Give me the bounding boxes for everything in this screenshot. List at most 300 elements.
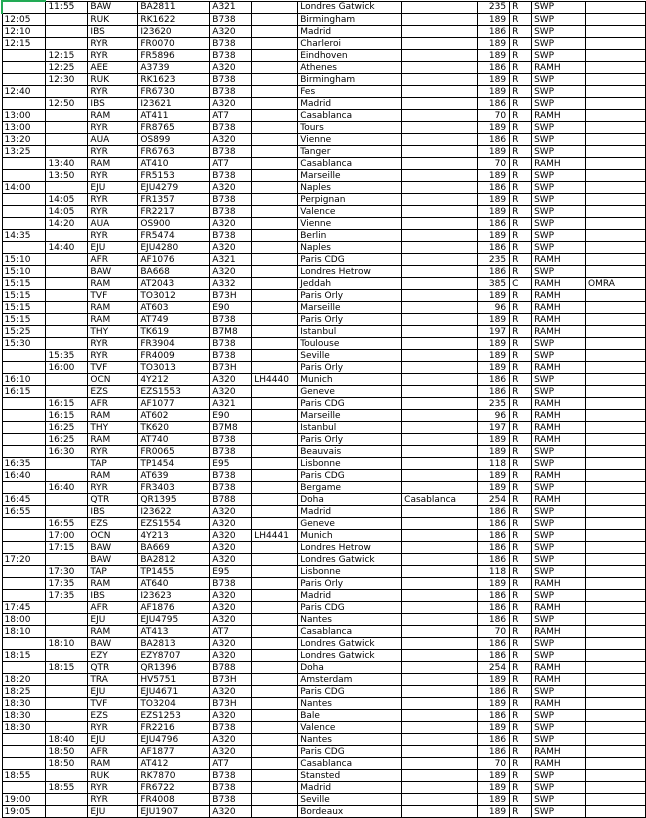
flight-number-cell[interactable]: 4Y213 <box>138 530 210 542</box>
aircraft-type-cell[interactable]: E95 <box>210 566 252 578</box>
departure-time-cell[interactable] <box>46 794 88 806</box>
airline-code-cell[interactable]: EJU <box>88 242 138 254</box>
status-cell[interactable]: R <box>510 470 532 482</box>
departure-time-cell[interactable] <box>46 386 88 398</box>
status-cell[interactable]: R <box>510 206 532 218</box>
codeshare-cell[interactable]: LH4441 <box>252 530 298 542</box>
destination-cell[interactable]: Bordeaux <box>298 806 402 818</box>
aircraft-type-cell[interactable]: B738 <box>210 194 252 206</box>
aircraft-type-cell[interactable]: B738 <box>210 14 252 26</box>
arrival-time-cell[interactable]: 12:10 <box>2 26 46 38</box>
arrival-time-cell[interactable]: 12:15 <box>2 38 46 50</box>
status-cell[interactable]: R <box>510 578 532 590</box>
destination-cell[interactable]: Casablanca <box>298 110 402 122</box>
airline-code-cell[interactable]: BAW <box>88 554 138 566</box>
airline-code-cell[interactable]: RYR <box>88 446 138 458</box>
handler-cell[interactable]: SWP <box>532 446 586 458</box>
codeshare-cell[interactable] <box>252 482 298 494</box>
codeshare-cell[interactable] <box>252 614 298 626</box>
airline-code-cell[interactable]: IBS <box>88 590 138 602</box>
departure-time-cell[interactable] <box>46 290 88 302</box>
airline-code-cell[interactable]: TAP <box>88 566 138 578</box>
codeshare-cell[interactable] <box>252 806 298 818</box>
destination-cell[interactable]: Londres Gatwick <box>298 554 402 566</box>
airline-code-cell[interactable]: AUA <box>88 218 138 230</box>
via-cell[interactable] <box>402 794 478 806</box>
status-cell[interactable]: R <box>510 722 532 734</box>
handler-cell[interactable]: RAMH <box>532 278 586 290</box>
via-cell[interactable] <box>402 686 478 698</box>
airline-code-cell[interactable]: RYR <box>88 38 138 50</box>
airline-code-cell[interactable]: RYR <box>88 350 138 362</box>
flight-number-cell[interactable]: BA2813 <box>138 638 210 650</box>
seats-cell[interactable]: 189 <box>478 722 510 734</box>
seats-cell[interactable]: 96 <box>478 410 510 422</box>
aircraft-type-cell[interactable]: A320 <box>210 518 252 530</box>
remark-cell[interactable] <box>586 590 646 602</box>
destination-cell[interactable]: Birmingham <box>298 74 402 86</box>
destination-cell[interactable]: Madrid <box>298 26 402 38</box>
seats-cell[interactable]: 186 <box>478 506 510 518</box>
codeshare-cell[interactable] <box>252 266 298 278</box>
airline-code-cell[interactable]: AEE <box>88 62 138 74</box>
seats-cell[interactable]: 189 <box>478 14 510 26</box>
remark-cell[interactable] <box>586 254 646 266</box>
via-cell[interactable] <box>402 146 478 158</box>
handler-cell[interactable]: SWP <box>532 14 586 26</box>
destination-cell[interactable]: Birmingham <box>298 14 402 26</box>
codeshare-cell[interactable] <box>252 110 298 122</box>
airline-code-cell[interactable]: RYR <box>88 122 138 134</box>
via-cell[interactable] <box>402 770 478 782</box>
arrival-time-cell[interactable]: 13:25 <box>2 146 46 158</box>
aircraft-type-cell[interactable]: B738 <box>210 146 252 158</box>
flight-number-cell[interactable]: EZS1253 <box>138 710 210 722</box>
departure-time-cell[interactable]: 17:35 <box>46 578 88 590</box>
status-cell[interactable]: R <box>510 710 532 722</box>
status-cell[interactable]: R <box>510 242 532 254</box>
destination-cell[interactable]: Paris Orly <box>298 362 402 374</box>
seats-cell[interactable]: 189 <box>478 446 510 458</box>
airline-code-cell[interactable]: EJU <box>88 734 138 746</box>
status-cell[interactable]: R <box>510 806 532 818</box>
arrival-time-cell[interactable]: 12:05 <box>2 14 46 26</box>
aircraft-type-cell[interactable]: B738 <box>210 74 252 86</box>
arrival-time-cell[interactable] <box>2 218 46 230</box>
codeshare-cell[interactable] <box>252 434 298 446</box>
destination-cell[interactable]: Paris CDG <box>298 746 402 758</box>
handler-cell[interactable]: RAMH <box>532 626 586 638</box>
arrival-time-cell[interactable] <box>2 62 46 74</box>
remark-cell[interactable]: OMRA <box>586 278 646 290</box>
codeshare-cell[interactable] <box>252 626 298 638</box>
destination-cell[interactable]: Seville <box>298 350 402 362</box>
seats-cell[interactable]: 186 <box>478 386 510 398</box>
seats-cell[interactable]: 186 <box>478 266 510 278</box>
status-cell[interactable]: R <box>510 290 532 302</box>
handler-cell[interactable]: SWP <box>532 458 586 470</box>
remark-cell[interactable] <box>586 146 646 158</box>
departure-time-cell[interactable] <box>46 506 88 518</box>
via-cell[interactable] <box>402 710 478 722</box>
codeshare-cell[interactable] <box>252 458 298 470</box>
arrival-time-cell[interactable]: 18:30 <box>2 722 46 734</box>
status-cell[interactable]: R <box>510 1 532 14</box>
via-cell[interactable] <box>402 14 478 26</box>
remark-cell[interactable] <box>586 170 646 182</box>
remark-cell[interactable] <box>586 362 646 374</box>
destination-cell[interactable]: Istanbul <box>298 326 402 338</box>
arrival-time-cell[interactable]: 15:10 <box>2 266 46 278</box>
status-cell[interactable]: R <box>510 494 532 506</box>
airline-code-cell[interactable]: QTR <box>88 494 138 506</box>
remark-cell[interactable] <box>586 314 646 326</box>
airline-code-cell[interactable]: RYR <box>88 50 138 62</box>
handler-cell[interactable]: SWP <box>532 218 586 230</box>
seats-cell[interactable]: 189 <box>478 782 510 794</box>
aircraft-type-cell[interactable]: A320 <box>210 806 252 818</box>
airline-code-cell[interactable]: RYR <box>88 146 138 158</box>
destination-cell[interactable]: Valence <box>298 206 402 218</box>
seats-cell[interactable]: 189 <box>478 350 510 362</box>
codeshare-cell[interactable] <box>252 278 298 290</box>
codeshare-cell[interactable] <box>252 734 298 746</box>
destination-cell[interactable]: Amsterdam <box>298 674 402 686</box>
aircraft-type-cell[interactable]: B738 <box>210 86 252 98</box>
via-cell[interactable] <box>402 350 478 362</box>
seats-cell[interactable]: 189 <box>478 290 510 302</box>
remark-cell[interactable] <box>586 782 646 794</box>
status-cell[interactable]: R <box>510 230 532 242</box>
departure-time-cell[interactable] <box>46 770 88 782</box>
status-cell[interactable]: R <box>510 782 532 794</box>
airline-code-cell[interactable]: IBS <box>88 26 138 38</box>
handler-cell[interactable]: SWP <box>532 542 586 554</box>
departure-time-cell[interactable] <box>46 26 88 38</box>
codeshare-cell[interactable] <box>252 230 298 242</box>
aircraft-type-cell[interactable]: B738 <box>210 122 252 134</box>
airline-code-cell[interactable]: AUA <box>88 134 138 146</box>
airline-code-cell[interactable]: BAW <box>88 266 138 278</box>
arrival-time-cell[interactable]: 18:15 <box>2 650 46 662</box>
aircraft-type-cell[interactable]: B73H <box>210 674 252 686</box>
via-cell[interactable] <box>402 134 478 146</box>
flight-number-cell[interactable]: TP1454 <box>138 458 210 470</box>
seats-cell[interactable]: 186 <box>478 602 510 614</box>
destination-cell[interactable]: Paris CDG <box>298 470 402 482</box>
flight-number-cell[interactable]: AF1077 <box>138 398 210 410</box>
arrival-time-cell[interactable] <box>2 578 46 590</box>
departure-time-cell[interactable]: 12:15 <box>46 50 88 62</box>
via-cell[interactable] <box>402 602 478 614</box>
codeshare-cell[interactable] <box>252 770 298 782</box>
arrival-time-cell[interactable]: 15:30 <box>2 338 46 350</box>
handler-cell[interactable]: SWP <box>532 614 586 626</box>
remark-cell[interactable] <box>586 794 646 806</box>
destination-cell[interactable]: Munich <box>298 530 402 542</box>
codeshare-cell[interactable] <box>252 782 298 794</box>
aircraft-type-cell[interactable]: AT7 <box>210 758 252 770</box>
destination-cell[interactable]: Berlin <box>298 230 402 242</box>
via-cell[interactable] <box>402 746 478 758</box>
status-cell[interactable]: R <box>510 446 532 458</box>
departure-time-cell[interactable] <box>46 146 88 158</box>
codeshare-cell[interactable] <box>252 662 298 674</box>
seats-cell[interactable]: 189 <box>478 770 510 782</box>
status-cell[interactable]: R <box>510 386 532 398</box>
destination-cell[interactable]: Londres Hetrow <box>298 542 402 554</box>
codeshare-cell[interactable] <box>252 218 298 230</box>
via-cell[interactable] <box>402 542 478 554</box>
airline-code-cell[interactable]: THY <box>88 422 138 434</box>
status-cell[interactable]: R <box>510 74 532 86</box>
handler-cell[interactable]: SWP <box>532 86 586 98</box>
seats-cell[interactable]: 186 <box>478 650 510 662</box>
airline-code-cell[interactable]: AFR <box>88 398 138 410</box>
departure-time-cell[interactable]: 17:30 <box>46 566 88 578</box>
codeshare-cell[interactable] <box>252 146 298 158</box>
destination-cell[interactable]: Madrid <box>298 506 402 518</box>
destination-cell[interactable]: Perpignan <box>298 194 402 206</box>
status-cell[interactable]: R <box>510 146 532 158</box>
via-cell[interactable] <box>402 74 478 86</box>
remark-cell[interactable] <box>586 554 646 566</box>
flight-number-cell[interactable]: TK620 <box>138 422 210 434</box>
arrival-time-cell[interactable]: 19:05 <box>2 806 46 818</box>
departure-time-cell[interactable] <box>46 38 88 50</box>
remark-cell[interactable] <box>586 38 646 50</box>
destination-cell[interactable]: Londres Gatwick <box>298 638 402 650</box>
aircraft-type-cell[interactable]: B738 <box>210 782 252 794</box>
via-cell[interactable] <box>402 470 478 482</box>
status-cell[interactable]: R <box>510 614 532 626</box>
airline-code-cell[interactable]: OCN <box>88 374 138 386</box>
remark-cell[interactable] <box>586 230 646 242</box>
flight-number-cell[interactable]: FR2216 <box>138 722 210 734</box>
aircraft-type-cell[interactable]: A320 <box>210 542 252 554</box>
seats-cell[interactable]: 186 <box>478 374 510 386</box>
via-cell[interactable] <box>402 782 478 794</box>
arrival-time-cell[interactable] <box>2 158 46 170</box>
via-cell[interactable] <box>402 458 478 470</box>
aircraft-type-cell[interactable]: A320 <box>210 590 252 602</box>
codeshare-cell[interactable] <box>252 602 298 614</box>
handler-cell[interactable]: RAMH <box>532 602 586 614</box>
arrival-time-cell[interactable] <box>2 170 46 182</box>
arrival-time-cell[interactable] <box>2 662 46 674</box>
seats-cell[interactable]: 197 <box>478 422 510 434</box>
airline-code-cell[interactable]: RUK <box>88 74 138 86</box>
codeshare-cell[interactable] <box>252 386 298 398</box>
remark-cell[interactable] <box>586 482 646 494</box>
destination-cell[interactable]: Valence <box>298 722 402 734</box>
destination-cell[interactable]: Naples <box>298 242 402 254</box>
departure-time-cell[interactable] <box>46 626 88 638</box>
flight-number-cell[interactable]: TO3012 <box>138 290 210 302</box>
codeshare-cell[interactable] <box>252 518 298 530</box>
status-cell[interactable]: R <box>510 410 532 422</box>
destination-cell[interactable]: Geneve <box>298 518 402 530</box>
aircraft-type-cell[interactable]: A320 <box>210 638 252 650</box>
via-cell[interactable] <box>402 266 478 278</box>
departure-time-cell[interactable] <box>46 494 88 506</box>
destination-cell[interactable]: Londres Gatwick <box>298 1 402 14</box>
status-cell[interactable]: R <box>510 50 532 62</box>
handler-cell[interactable]: RAMH <box>532 494 586 506</box>
destination-cell[interactable]: Lisbonne <box>298 566 402 578</box>
aircraft-type-cell[interactable]: A320 <box>210 242 252 254</box>
seats-cell[interactable]: 186 <box>478 734 510 746</box>
codeshare-cell[interactable] <box>252 326 298 338</box>
flight-number-cell[interactable]: I23620 <box>138 26 210 38</box>
flight-number-cell[interactable]: RK7870 <box>138 770 210 782</box>
via-cell[interactable]: Casablanca <box>402 494 478 506</box>
seats-cell[interactable]: 186 <box>478 530 510 542</box>
airline-code-cell[interactable]: THY <box>88 326 138 338</box>
arrival-time-cell[interactable] <box>2 590 46 602</box>
seats-cell[interactable]: 189 <box>478 698 510 710</box>
arrival-time-cell[interactable]: 18:30 <box>2 710 46 722</box>
airline-code-cell[interactable]: RYR <box>88 86 138 98</box>
airline-code-cell[interactable]: TRA <box>88 674 138 686</box>
flight-number-cell[interactable]: OS899 <box>138 134 210 146</box>
handler-cell[interactable]: SWP <box>532 74 586 86</box>
aircraft-type-cell[interactable]: E90 <box>210 302 252 314</box>
destination-cell[interactable]: Geneve <box>298 386 402 398</box>
seats-cell[interactable]: 70 <box>478 758 510 770</box>
airline-code-cell[interactable]: RYR <box>88 170 138 182</box>
status-cell[interactable]: R <box>510 518 532 530</box>
seats-cell[interactable]: 189 <box>478 146 510 158</box>
seats-cell[interactable]: 189 <box>478 50 510 62</box>
aircraft-type-cell[interactable]: B738 <box>210 50 252 62</box>
arrival-time-cell[interactable] <box>2 350 46 362</box>
via-cell[interactable] <box>402 110 478 122</box>
aircraft-type-cell[interactable]: B73H <box>210 698 252 710</box>
codeshare-cell[interactable] <box>252 422 298 434</box>
remark-cell[interactable] <box>586 1 646 14</box>
via-cell[interactable] <box>402 590 478 602</box>
airline-code-cell[interactable]: RYR <box>88 794 138 806</box>
status-cell[interactable]: C <box>510 278 532 290</box>
handler-cell[interactable]: RAMH <box>532 290 586 302</box>
destination-cell[interactable]: Madrid <box>298 590 402 602</box>
via-cell[interactable] <box>402 158 478 170</box>
departure-time-cell[interactable]: 16:15 <box>46 410 88 422</box>
via-cell[interactable] <box>402 338 478 350</box>
status-cell[interactable]: R <box>510 566 532 578</box>
codeshare-cell[interactable] <box>252 1 298 14</box>
seats-cell[interactable]: 189 <box>478 470 510 482</box>
remark-cell[interactable] <box>586 398 646 410</box>
destination-cell[interactable]: Paris CDG <box>298 254 402 266</box>
via-cell[interactable] <box>402 86 478 98</box>
handler-cell[interactable]: SWP <box>532 518 586 530</box>
via-cell[interactable] <box>402 26 478 38</box>
airline-code-cell[interactable]: AFR <box>88 746 138 758</box>
flight-number-cell[interactable]: BA2811 <box>138 1 210 14</box>
remark-cell[interactable] <box>586 614 646 626</box>
handler-cell[interactable]: SWP <box>532 350 586 362</box>
status-cell[interactable]: R <box>510 686 532 698</box>
departure-time-cell[interactable] <box>46 182 88 194</box>
remark-cell[interactable] <box>586 326 646 338</box>
via-cell[interactable] <box>402 38 478 50</box>
aircraft-type-cell[interactable]: B738 <box>210 314 252 326</box>
aircraft-type-cell[interactable]: A320 <box>210 650 252 662</box>
departure-time-cell[interactable] <box>46 338 88 350</box>
seats-cell[interactable]: 189 <box>478 806 510 818</box>
destination-cell[interactable]: Paris CDG <box>298 602 402 614</box>
seats-cell[interactable]: 189 <box>478 362 510 374</box>
via-cell[interactable] <box>402 386 478 398</box>
airline-code-cell[interactable]: OCN <box>88 530 138 542</box>
departure-time-cell[interactable] <box>46 134 88 146</box>
via-cell[interactable] <box>402 446 478 458</box>
via-cell[interactable] <box>402 530 478 542</box>
flight-number-cell[interactable]: FR6722 <box>138 782 210 794</box>
arrival-time-cell[interactable]: 16:45 <box>2 494 46 506</box>
status-cell[interactable]: R <box>510 122 532 134</box>
destination-cell[interactable]: Fes <box>298 86 402 98</box>
destination-cell[interactable]: Paris Orly <box>298 290 402 302</box>
aircraft-type-cell[interactable]: B73H <box>210 362 252 374</box>
seats-cell[interactable]: 118 <box>478 566 510 578</box>
via-cell[interactable] <box>402 518 478 530</box>
handler-cell[interactable]: SWP <box>532 26 586 38</box>
flight-number-cell[interactable]: FR0070 <box>138 38 210 50</box>
seats-cell[interactable]: 96 <box>478 302 510 314</box>
seats-cell[interactable]: 189 <box>478 674 510 686</box>
via-cell[interactable] <box>402 506 478 518</box>
handler-cell[interactable]: SWP <box>532 230 586 242</box>
airline-code-cell[interactable]: RYR <box>88 782 138 794</box>
via-cell[interactable] <box>402 578 478 590</box>
via-cell[interactable] <box>402 62 478 74</box>
departure-time-cell[interactable]: 17:15 <box>46 542 88 554</box>
codeshare-cell[interactable] <box>252 86 298 98</box>
flight-number-cell[interactable]: EJU4280 <box>138 242 210 254</box>
arrival-time-cell[interactable] <box>2 98 46 110</box>
airline-code-cell[interactable]: BAW <box>88 542 138 554</box>
seats-cell[interactable]: 186 <box>478 134 510 146</box>
aircraft-type-cell[interactable]: E90 <box>210 410 252 422</box>
departure-time-cell[interactable]: 16:40 <box>46 482 88 494</box>
departure-time-cell[interactable]: 12:25 <box>46 62 88 74</box>
destination-cell[interactable]: Toulouse <box>298 338 402 350</box>
departure-time-cell[interactable] <box>46 326 88 338</box>
handler-cell[interactable]: SWP <box>532 146 586 158</box>
codeshare-cell[interactable] <box>252 314 298 326</box>
status-cell[interactable]: R <box>510 26 532 38</box>
aircraft-type-cell[interactable]: A320 <box>210 686 252 698</box>
codeshare-cell[interactable] <box>252 746 298 758</box>
departure-time-cell[interactable]: 16:25 <box>46 434 88 446</box>
status-cell[interactable]: R <box>510 254 532 266</box>
destination-cell[interactable]: Paris Orly <box>298 578 402 590</box>
destination-cell[interactable]: Tanger <box>298 146 402 158</box>
status-cell[interactable]: R <box>510 794 532 806</box>
via-cell[interactable] <box>402 662 478 674</box>
status-cell[interactable]: R <box>510 350 532 362</box>
aircraft-type-cell[interactable]: A320 <box>210 734 252 746</box>
codeshare-cell[interactable] <box>252 554 298 566</box>
via-cell[interactable] <box>402 698 478 710</box>
airline-code-cell[interactable]: EJU <box>88 182 138 194</box>
remark-cell[interactable] <box>586 266 646 278</box>
handler-cell[interactable]: RAMH <box>532 470 586 482</box>
remark-cell[interactable] <box>586 746 646 758</box>
